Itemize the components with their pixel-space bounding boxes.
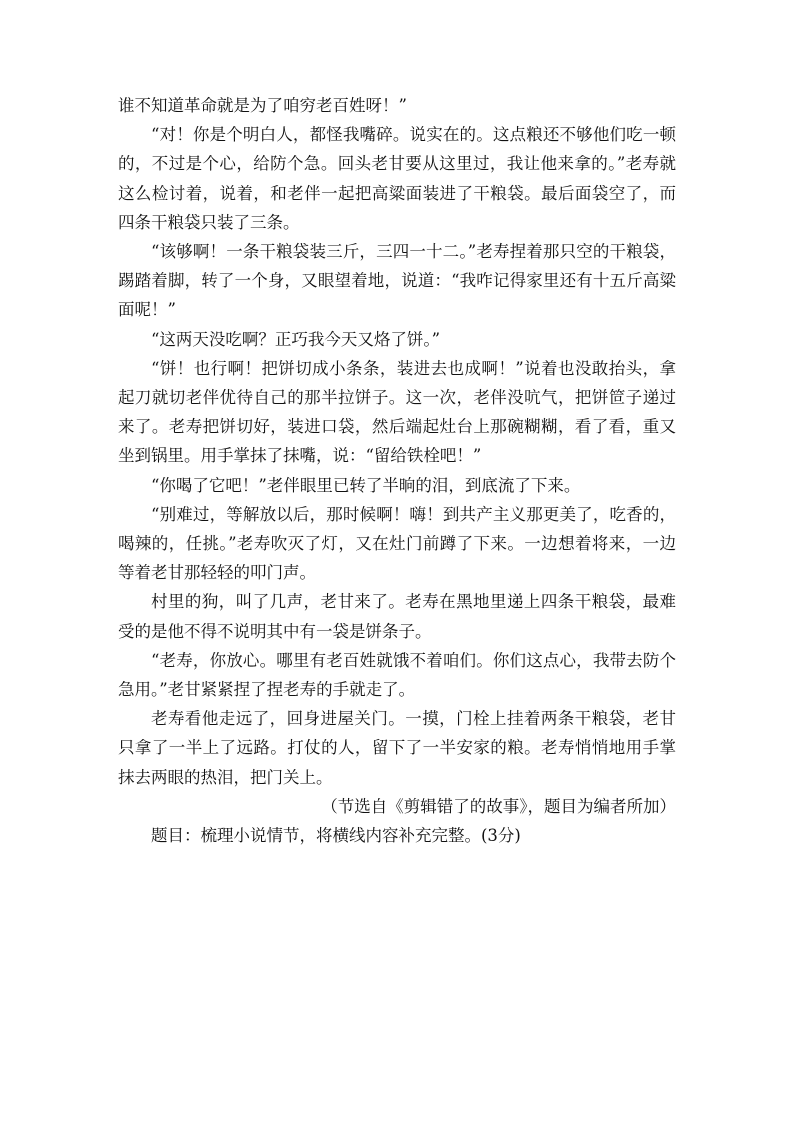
paragraph-6: “你喝了它吧！”老伴眼里已转了半晌的泪，到底流了下来。 [151, 475, 581, 495]
paragraph-8: 村里的狗，叫了几声，老甘来了。老寿在黑地里递上四条干粮袋，最难受的是他不得不说明其中有一袋是饼条子。 [118, 592, 676, 641]
paragraph-2: “对！你是个明白人，都怪我嘴碎。说实在的。这点粮还不够他们吃一顿的，不过是个心，给防个急。回头老甘要从这里过，我让他来拿的。”老寿就这么检讨着，说着，和老伴一起把高粱面装进了干粮袋。最后面袋空了，而四条干粮袋只装了三条。 [118, 125, 676, 232]
paragraph-5: “饼！也行啊！把饼切成小条条，装进去也成啊！”说着也没敢抬头，拿起刀就切老伴优待自己的那半拉饼子。这一次，老伴没吭气，把饼笸子递过来了。老寿把饼切好，装进口袋，然后端起灶台上那碗糊糊，看了看，重又坐到锅里。用手掌抹了抹嘴，说：“留给铁栓吧！” [118, 358, 676, 466]
source-note: （节选自《剪辑错了的故事》，题目为编者所加） [321, 796, 676, 816]
paragraph-4: “这两天没吃啊？正巧我今天又烙了饼。” [151, 329, 441, 349]
paragraph-10: 老寿看他走远了，回身进屋关门。一摸，门栓上挂着两条干粮袋，老甘只拿了一半上了远路。打仗的人，留下了一半安家的粮。老寿悄悄地用手掌抹去两眼的热泪，把门关上。 [118, 709, 676, 787]
paragraph-7: “别难过，等解放以后，那时候啊！嗨！到共产主义那更美了，吃香的，喝辣的，任挑。”老寿吹灭了灯，又在灶门前蹲了下来。一边想着将来，一边等着老甘那轻轻的叩门声。 [118, 504, 676, 583]
paragraph-9: “老寿，你放心。哪里有老百姓就饿不着咱们。你们这点心，我带去防个急用。”老甘紧紧捏了捏老寿的手就走了。 [118, 650, 676, 700]
question-prompt: 题目：梳理小说情节，将横线内容补充完整。(3分) [151, 826, 521, 846]
paragraph-1: 谁不知道革命就是为了咱穷老百姓呀！” [118, 96, 407, 115]
paragraph-3: “该够啊！一条干粮袋装三斤，三四一十二。”老寿捏着那只空的干粮袋，踢踏着脚，转了一个身，又眼望着地，说道：“我咋记得家里还有十五斤高粱面呢！” [118, 242, 676, 320]
document-body [118, 91, 676, 850]
